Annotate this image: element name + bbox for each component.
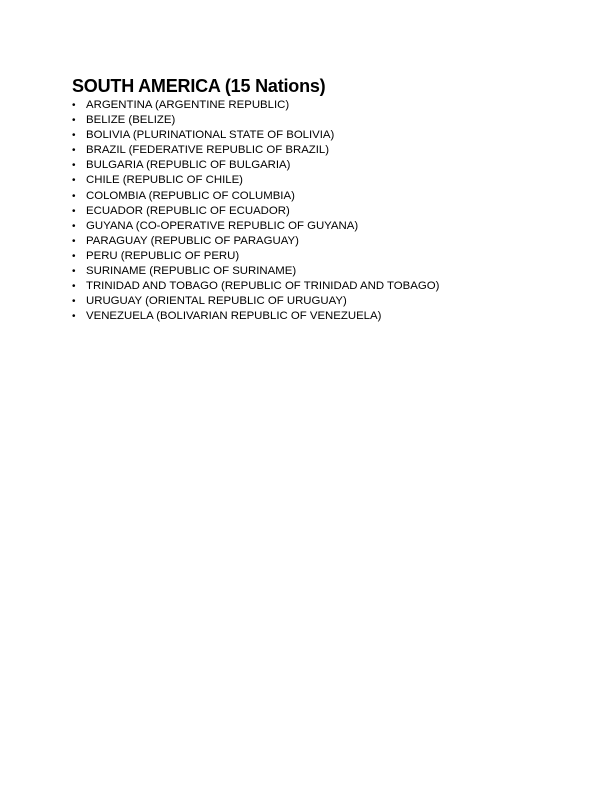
nation-name: BRAZIL (FEDERATIVE REPUBLIC OF BRAZIL) bbox=[86, 144, 330, 157]
nation-name: BELIZE (BELIZE) bbox=[86, 114, 176, 127]
bullet-icon: • bbox=[72, 296, 76, 308]
nation-list bbox=[72, 98, 572, 324]
list-item bbox=[72, 113, 572, 128]
bullet-icon: • bbox=[72, 190, 76, 202]
bullet-icon: • bbox=[72, 160, 76, 172]
list-item bbox=[72, 309, 572, 324]
nation-name: PARAGUAY (REPUBLIC OF PARAGUAY) bbox=[86, 234, 299, 247]
nation-name: TRINIDAD AND TOBAGO (REPUBLIC OF TRINIDAD AND TOBAGO) bbox=[86, 280, 440, 293]
page-title: SOUTH AMERICA (15 Nations) bbox=[72, 76, 326, 96]
nation-name: URUGUAY (ORIENTAL REPUBLIC OF URUGUAY) bbox=[86, 295, 347, 308]
nation-name: ARGENTINA (ARGENTINE REPUBLIC) bbox=[86, 99, 290, 111]
list-item bbox=[72, 294, 572, 309]
nation-name: SURINAME (REPUBLIC OF SURINAME) bbox=[86, 265, 297, 278]
bullet-icon: • bbox=[72, 281, 76, 293]
bullet-icon: • bbox=[72, 115, 76, 127]
bullet-icon: • bbox=[72, 100, 76, 111]
list-item bbox=[72, 128, 572, 143]
document-page bbox=[72, 74, 572, 324]
bullet-icon: • bbox=[72, 250, 76, 262]
list-item bbox=[72, 173, 572, 188]
list-item bbox=[72, 279, 572, 294]
list-item bbox=[72, 234, 572, 249]
nation-name: BOLIVIA (PLURINATIONAL STATE OF BOLIVIA) bbox=[86, 129, 335, 142]
list-item bbox=[72, 219, 572, 234]
bullet-icon: • bbox=[72, 311, 76, 323]
bullet-icon: • bbox=[72, 266, 76, 278]
nation-name: VENEZUELA (BOLIVARIAN REPUBLIC OF VENEZUELA) bbox=[86, 310, 382, 323]
bullet-icon: • bbox=[72, 175, 76, 187]
bullet-icon: • bbox=[72, 130, 76, 142]
list-item bbox=[72, 264, 572, 279]
nation-name: COLOMBIA (REPUBLIC OF COLUMBIA) bbox=[86, 189, 295, 202]
nation-name: BULGARIA (REPUBLIC OF BULGARIA) bbox=[86, 159, 291, 172]
bullet-icon: • bbox=[72, 235, 76, 247]
list-item bbox=[72, 143, 572, 158]
bullet-icon: • bbox=[72, 205, 76, 217]
list-item bbox=[72, 204, 572, 219]
nation-name: GUYANA (CO-OPERATIVE REPUBLIC OF GUYANA) bbox=[86, 219, 359, 232]
list-item bbox=[72, 158, 572, 173]
list-item bbox=[72, 189, 572, 204]
nation-name: CHILE (REPUBLIC OF CHILE) bbox=[86, 174, 243, 187]
nation-name: ECUADOR (REPUBLIC OF ECUADOR) bbox=[86, 204, 290, 217]
bullet-icon: • bbox=[72, 220, 76, 232]
bullet-icon: • bbox=[72, 145, 76, 157]
list-item bbox=[72, 98, 572, 113]
list-item bbox=[72, 249, 572, 264]
nation-name: PERU (REPUBLIC OF PERU) bbox=[86, 249, 240, 262]
